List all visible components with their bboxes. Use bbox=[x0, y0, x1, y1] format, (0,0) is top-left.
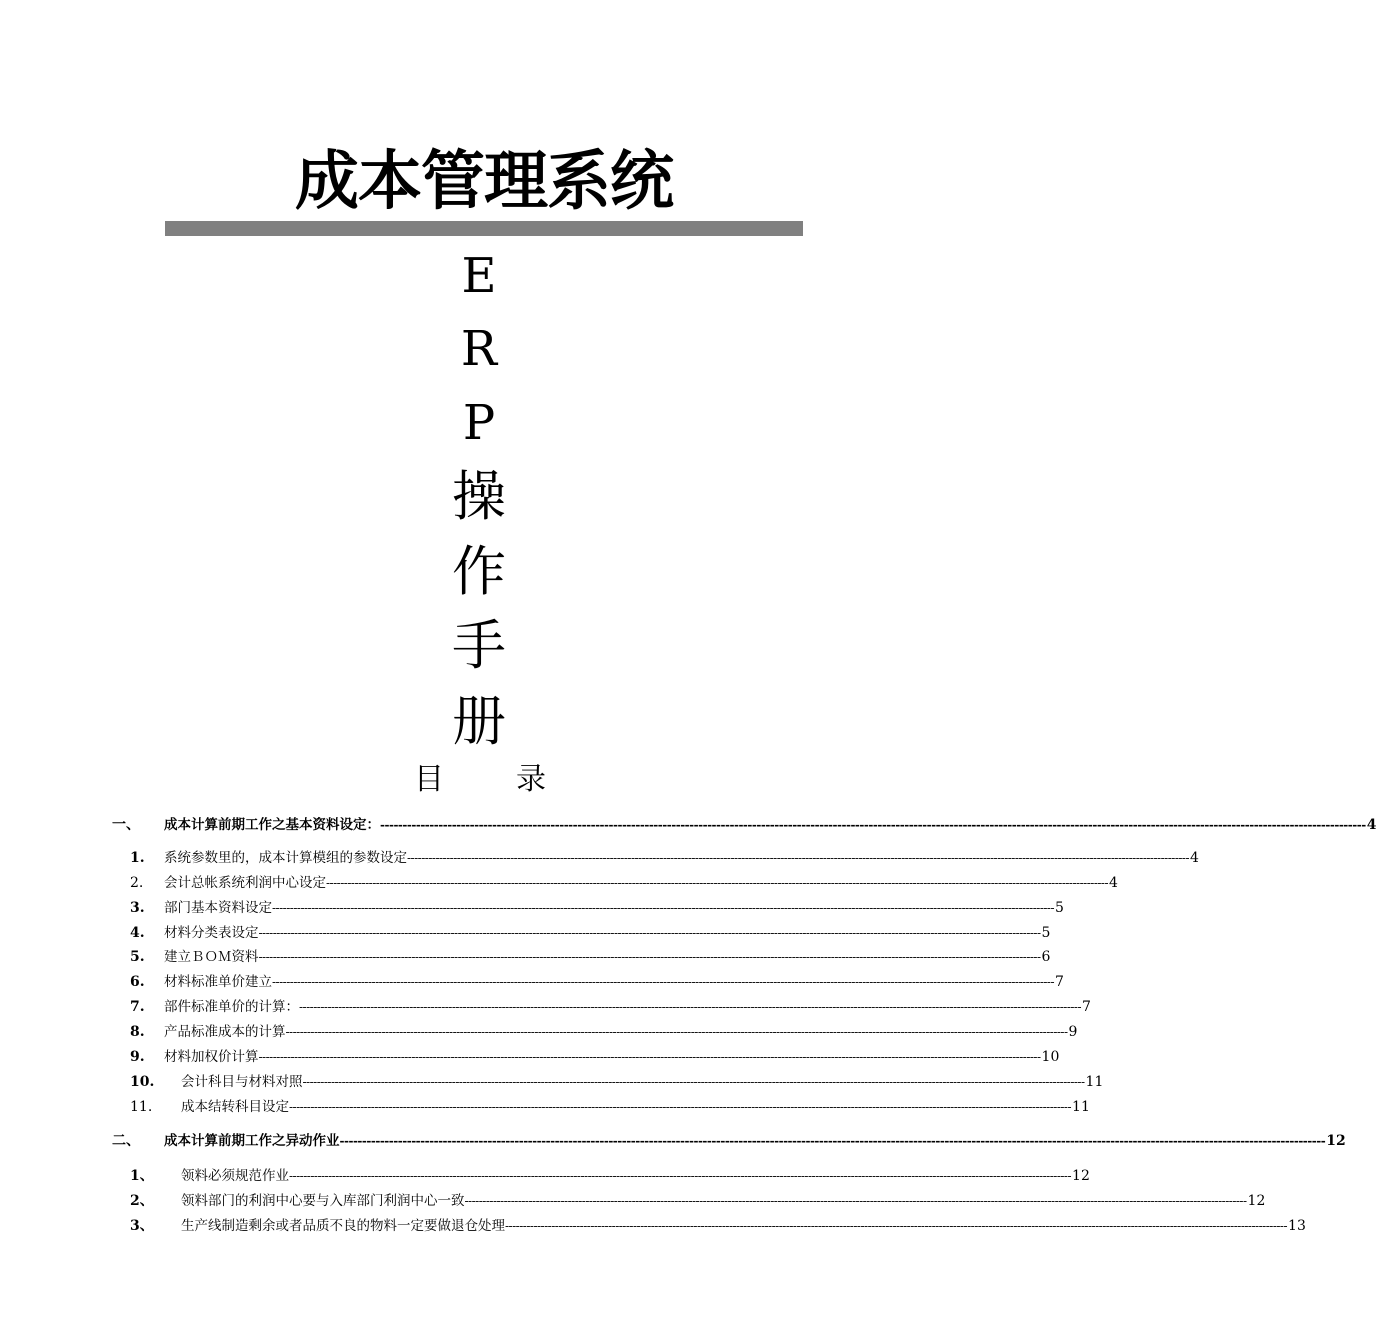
toc-entry-number: 10. bbox=[130, 1074, 155, 1090]
toc-entry-text: 生产线制造剩余或者品质不良的物料一定要做退仓处理 bbox=[181, 1218, 505, 1234]
toc-entry-number: 5. bbox=[130, 949, 145, 965]
toc-entry-number: 2、 bbox=[130, 1193, 154, 1209]
toc-leader-dashes: ---------------------------------------------------------------------------------------------------------------------------------------------------------------------------------------------------------------------------- bbox=[380, 818, 1366, 832]
toc-entry-page-number: 6 bbox=[1041, 949, 1051, 965]
toc-entry-text: 材料加权价计算 bbox=[164, 1049, 259, 1065]
vertical-title-char: E bbox=[461, 248, 497, 304]
toc-entry-text: 领料部门的利润中心要与入库部门利润中心一致 bbox=[181, 1193, 465, 1209]
toc-leader-dashes: ---------------------------------------------------------------------------------------------------------------------------------------------------------------------------------------------------------------------------- bbox=[289, 1169, 1072, 1183]
toc-entry-text: 部件标准单价的计算： bbox=[164, 999, 299, 1015]
toc-entry-text: 会计科目与材料对照 bbox=[181, 1074, 303, 1090]
toc-entry-number: 9. bbox=[130, 1049, 145, 1065]
toc-entry-text: 部门基本资料设定 bbox=[164, 900, 272, 916]
toc-entry[interactable] bbox=[112, 946, 1051, 968]
toc-heading-char: 录 bbox=[516, 762, 546, 797]
toc-entry-text: 材料分类表设定 bbox=[164, 925, 259, 941]
toc-entry-page-number: 7 bbox=[1055, 974, 1064, 990]
toc-entry-page-number: 4 bbox=[1109, 875, 1118, 891]
toc-leader-dashes: ---------------------------------------------------------------------------------------------------------------------------------------------------------------------------------------------------------------------------- bbox=[326, 876, 1109, 890]
toc-entry-page-number: 9 bbox=[1068, 1024, 1078, 1040]
toc-leader-dashes: ---------------------------------------------------------------------------------------------------------------------------------------------------------------------------------------------------------------------------- bbox=[272, 901, 1055, 915]
toc-entry[interactable] bbox=[112, 1046, 1060, 1068]
toc-entry-page-number: 11 bbox=[1072, 1099, 1090, 1115]
document-title: 成本管理系统 bbox=[295, 144, 673, 219]
toc-entry-text: 材料标准单价建立 bbox=[164, 974, 272, 990]
toc-entry[interactable] bbox=[112, 1165, 1090, 1187]
toc-leader-dashes: ---------------------------------------------------------------------------------------------------------------------------------------------------------------------------------------------------------------------------- bbox=[505, 1219, 1288, 1233]
toc-heading bbox=[400, 760, 570, 800]
toc-entry[interactable] bbox=[112, 1071, 1104, 1093]
toc-entry[interactable] bbox=[112, 897, 1064, 919]
toc-entry-text: 会计总帐系统利润中心设定 bbox=[164, 875, 326, 891]
toc-entry-number: 4. bbox=[130, 925, 145, 941]
vertical-title-char: 册 bbox=[452, 690, 506, 753]
vertical-title-char: P bbox=[462, 395, 496, 451]
toc-leader-dashes: ---------------------------------------------------------------------------------------------------------------------------------------------------------------------------------------------------------------------------- bbox=[285, 1025, 1068, 1039]
toc-leader-dashes: ---------------------------------------------------------------------------------------------------------------------------------------------------------------------------------------------------------------------------- bbox=[258, 926, 1041, 940]
toc-entry-number: 3、 bbox=[130, 1218, 154, 1234]
toc-entry-number: 6. bbox=[130, 974, 145, 990]
toc-entry-page-number: 4 bbox=[1366, 817, 1376, 833]
toc-entry-page-number: 12 bbox=[1247, 1193, 1266, 1209]
toc-leader-dashes: ---------------------------------------------------------------------------------------------------------------------------------------------------------------------------------------------------------------------------- bbox=[339, 1134, 1326, 1148]
toc-entry[interactable] bbox=[112, 814, 1376, 836]
toc-leader-dashes: ---------------------------------------------------------------------------------------------------------------------------------------------------------------------------------------------------------------------------- bbox=[272, 975, 1055, 989]
toc-leader-dashes: ---------------------------------------------------------------------------------------------------------------------------------------------------------------------------------------------------------------------------- bbox=[258, 1050, 1041, 1064]
toc-entry-text: 成本计算前期工作之异动作业 bbox=[164, 1133, 340, 1149]
toc-entry-text: 产品标准成本的计算 bbox=[164, 1024, 286, 1040]
toc-entry-page-number: 12 bbox=[1326, 1133, 1346, 1149]
toc-leader-dashes: ---------------------------------------------------------------------------------------------------------------------------------------------------------------------------------------------------------------------------- bbox=[407, 851, 1190, 865]
toc-entry[interactable] bbox=[112, 1190, 1266, 1212]
toc-entry-number: 2. bbox=[130, 875, 144, 891]
toc-entry-page-number: 5 bbox=[1041, 925, 1051, 941]
toc-entry-page-number: 12 bbox=[1072, 1168, 1090, 1184]
toc-entry[interactable] bbox=[112, 971, 1064, 993]
toc-entry-number: 11. bbox=[130, 1099, 153, 1115]
toc-entry-text: 系统参数里的，成本计算模组的参数设定 bbox=[164, 850, 407, 866]
toc-entry[interactable] bbox=[112, 872, 1118, 894]
toc-entry-number: 一、 bbox=[112, 817, 140, 833]
toc-entry[interactable] bbox=[112, 922, 1051, 944]
toc-entry-number: 3. bbox=[130, 900, 145, 916]
vertical-title-char: 操 bbox=[452, 465, 506, 528]
toc-leader-dashes: ---------------------------------------------------------------------------------------------------------------------------------------------------------------------------------------------------------------------------- bbox=[299, 1000, 1082, 1014]
toc-entry-number: 1. bbox=[130, 850, 145, 866]
toc-entry-number: 8. bbox=[130, 1024, 145, 1040]
toc-entry-text: 成本计算前期工作之基本资料设定： bbox=[164, 817, 380, 833]
vertical-title-char: R bbox=[460, 321, 498, 377]
toc-entry-number: 1、 bbox=[130, 1168, 154, 1184]
toc-leader-dashes: ---------------------------------------------------------------------------------------------------------------------------------------------------------------------------------------------------------------------------- bbox=[464, 1194, 1247, 1208]
toc-entry-text: 领料必须规范作业 bbox=[181, 1168, 289, 1184]
toc-entry-number: 二、 bbox=[112, 1133, 140, 1149]
toc-entry-page-number: 10 bbox=[1041, 1049, 1060, 1065]
vertical-title-char: 手 bbox=[452, 614, 506, 677]
toc-entry-page-number: 13 bbox=[1288, 1218, 1306, 1234]
toc-entry-number: 7. bbox=[130, 999, 145, 1015]
toc-entry[interactable] bbox=[112, 1021, 1078, 1043]
toc-entry-page-number: 11 bbox=[1085, 1074, 1104, 1090]
toc-leader-dashes: ---------------------------------------------------------------------------------------------------------------------------------------------------------------------------------------------------------------------------- bbox=[258, 950, 1041, 964]
vertical-title-char: 作 bbox=[452, 540, 506, 603]
toc-entry-page-number: 7 bbox=[1082, 999, 1091, 1015]
toc-entry[interactable] bbox=[112, 996, 1091, 1018]
toc-entry[interactable] bbox=[112, 1130, 1346, 1152]
toc-entry-page-number: 4 bbox=[1190, 850, 1199, 866]
toc-heading-char: 目 bbox=[414, 762, 444, 797]
toc-entry-text: 建立ＢＯＭ资料 bbox=[164, 949, 259, 965]
title-underline-bar bbox=[165, 221, 803, 236]
toc-entry[interactable] bbox=[112, 1215, 1306, 1237]
toc-leader-dashes: ---------------------------------------------------------------------------------------------------------------------------------------------------------------------------------------------------------------------------- bbox=[302, 1075, 1085, 1089]
toc-entry-text: 成本结转科目设定 bbox=[181, 1099, 289, 1115]
toc-entry[interactable] bbox=[112, 847, 1199, 869]
toc-entry[interactable] bbox=[112, 1096, 1090, 1118]
toc-entry-page-number: 5 bbox=[1055, 900, 1064, 916]
toc-leader-dashes: ---------------------------------------------------------------------------------------------------------------------------------------------------------------------------------------------------------------------------- bbox=[289, 1100, 1072, 1114]
